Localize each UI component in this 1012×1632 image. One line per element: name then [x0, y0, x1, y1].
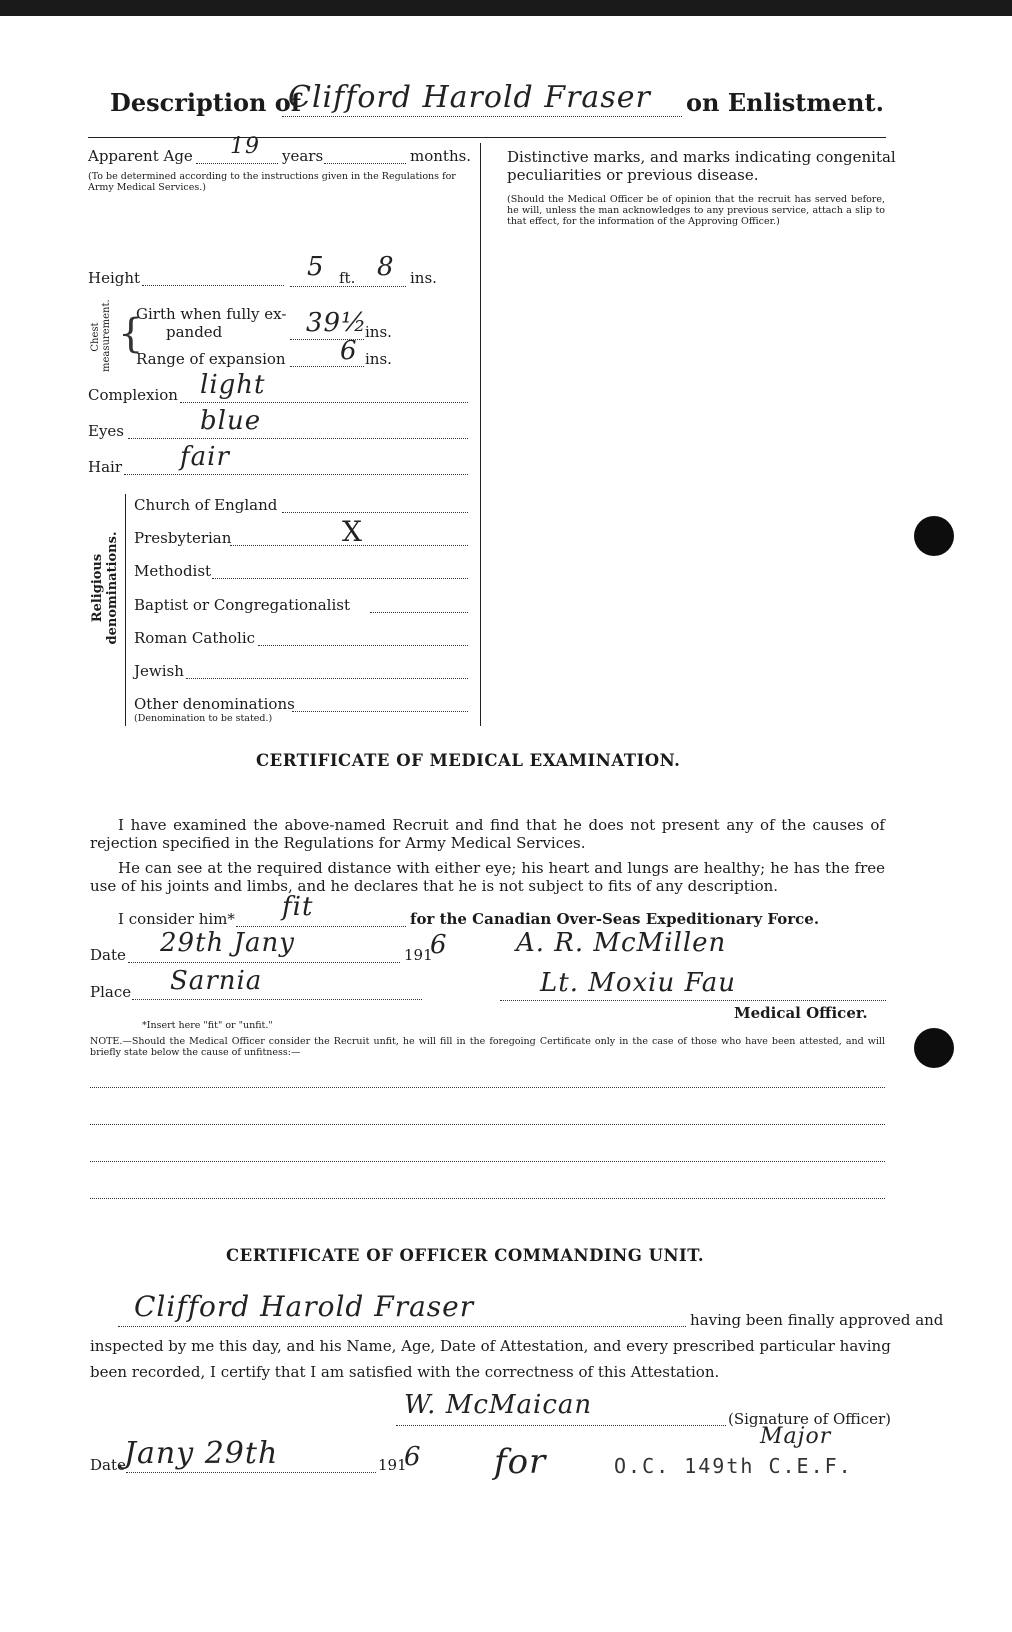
name-line — [282, 116, 682, 117]
religion-line-6 — [292, 711, 468, 712]
religion-label: Religious denominations. — [90, 531, 120, 645]
force-label: for the Canadian Over-Seas Expeditionary Force. — [410, 910, 820, 928]
title-suffix: on Enlistment. — [686, 88, 884, 117]
commanding-date-value: Jany 29th — [124, 1436, 279, 1471]
officer-rank: Major — [760, 1424, 832, 1449]
height-in-value: 8 — [377, 252, 395, 282]
religion-line-5 — [186, 678, 468, 679]
note-line-2 — [90, 1124, 885, 1125]
for-mark: for — [494, 1442, 547, 1482]
presbyterian-mark: X — [342, 515, 363, 548]
age-label: Apparent Age — [88, 147, 193, 165]
range-line — [290, 366, 364, 367]
commanding-year-prefix: 191 — [378, 1456, 407, 1474]
hair-label: Hair — [88, 458, 122, 476]
months-label: months. — [410, 147, 472, 165]
fitness-line — [236, 926, 406, 927]
height-label: Height — [88, 269, 141, 287]
punch-hole-upper — [914, 516, 954, 556]
commanding-signature-line — [396, 1425, 726, 1426]
months-line — [324, 163, 406, 164]
religion-jewish: Jewish — [134, 662, 184, 680]
girth-label-2: panded — [166, 323, 223, 341]
religion-line-3 — [370, 612, 468, 613]
note-line-1 — [90, 1087, 885, 1088]
age-note: (To be determined according to the instructions given in the Regulations for Army Medical Services.) — [88, 171, 456, 193]
commanding-year-digit: 6 — [404, 1442, 422, 1472]
medical-paragraph-1: I have examined the above-named Recruit and find that he does not present any of the causes of rejection specified in the Regulations for Army Medical Services. — [90, 816, 885, 852]
commanding-date-label: Date — [90, 1456, 126, 1474]
height-ft-value: 5 — [307, 252, 325, 282]
religion-other: Other denominations — [134, 695, 295, 713]
commanding-text-3: been recorded, I certify that I am satisfied with the correctness of this Attestation. — [90, 1363, 720, 1381]
hair-line — [124, 474, 468, 475]
commanding-date-line — [126, 1472, 376, 1473]
unit-stamp: O.C. 149th C.E.F. — [614, 1454, 853, 1478]
ft-label: ft. — [339, 269, 356, 287]
medical-date-label: Date — [90, 946, 126, 964]
commanding-certificate-title: CERTIFICATE OF OFFICER COMMANDING UNIT. — [226, 1246, 705, 1265]
commanding-text-1: having been finally approved and — [690, 1311, 944, 1329]
ins-label-height: ins. — [410, 269, 437, 287]
marks-title-line-1: Distinctive marks, and marks indicating congenital — [507, 148, 896, 166]
age-line — [196, 163, 278, 164]
religion-line-0 — [282, 512, 468, 513]
medical-paragraph-2: He can see at the required distance with either eye; his heart and lungs are healthy; he has the free use of his joints and limbs, and he declares that he is not subject to fits of any description. — [90, 859, 885, 895]
place-label: Place — [90, 983, 132, 1001]
complexion-value: light — [200, 370, 266, 400]
marks-title-line-2: peculiarities or previous disease. — [507, 166, 759, 184]
medical-date-value: 29th Jany — [160, 928, 295, 958]
chest-brace: { — [118, 311, 144, 357]
place-value: Sarnia — [170, 966, 263, 996]
religion-bracket — [125, 494, 126, 726]
unfit-note: NOTE.—Should the Medical Officer consider the Recruit unfit, he will fill in the foregoing Certificate only in the case of those who have been attested, and will briefly state below the cause of unfitness:— — [90, 1036, 885, 1058]
recruit-name: Clifford Harold Fraser — [288, 80, 651, 115]
consider-label: I consider him* — [118, 910, 235, 928]
place-line — [132, 999, 422, 1000]
commanding-recruit-name: Clifford Harold Fraser — [134, 1290, 475, 1323]
girth-label-1: Girth when fully ex- — [136, 305, 287, 323]
medical-date-line — [128, 962, 400, 963]
punch-hole-lower — [914, 1028, 954, 1068]
title-prefix: Description of — [110, 88, 302, 117]
header-rule — [88, 137, 886, 138]
years-label: years — [282, 147, 324, 165]
complexion-line — [180, 402, 468, 403]
denomination-note: (Denomination to be stated.) — [134, 713, 273, 724]
religion-church-of-england: Church of England — [134, 496, 278, 514]
medical-year-prefix: 191 — [404, 946, 433, 964]
marks-note: (Should the Medical Officer be of opinion that the recruit has served before, he will, unless the man acknowledges to any previous service, attach a slip to that effect, for the information of the Approving Officer.) — [507, 194, 885, 227]
commanding-text-2: inspected by me this day, and his Name, Age, Date of Attestation, and every prescribed particular having — [90, 1337, 891, 1355]
religion-methodist: Methodist — [134, 562, 212, 580]
column-divider — [480, 143, 481, 726]
commanding-name-line — [118, 1326, 686, 1327]
medical-year-digit: 6 — [430, 930, 448, 960]
religion-roman-catholic: Roman Catholic — [134, 629, 256, 647]
age-value: 19 — [230, 134, 260, 159]
medical-certificate-title: CERTIFICATE OF MEDICAL EXAMINATION. — [256, 751, 681, 770]
range-label: Range of expansion — [136, 350, 286, 368]
note-line-3 — [90, 1161, 885, 1162]
girth-value: 39½ — [306, 308, 368, 338]
insert-note: *Insert here "fit" or "unfit." — [142, 1020, 273, 1031]
hair-value: fair — [180, 442, 230, 472]
medical-officer-signature: A. R. McMillen — [516, 928, 727, 958]
eyes-label: Eyes — [88, 422, 124, 440]
complexion-label: Complexion — [88, 386, 178, 404]
eyes-line — [128, 438, 468, 439]
medical-officer-label: Medical Officer. — [734, 1004, 868, 1022]
ins-label-girth: ins. — [365, 323, 392, 341]
height-line — [290, 286, 406, 287]
medical-officer-signature-2: Lt. Moxiu Fau — [540, 968, 737, 998]
note-line-4 — [90, 1198, 885, 1199]
signature-of-officer-label: (Signature of Officer) — [728, 1410, 892, 1428]
height-dots — [142, 285, 284, 286]
religion-line-4 — [258, 645, 468, 646]
fitness-value: fit — [282, 892, 314, 922]
chest-label: Chest measurement. — [90, 299, 112, 372]
eyes-value: blue — [200, 406, 262, 436]
range-value: 6 — [340, 336, 358, 366]
signature-line — [500, 1000, 886, 1001]
commanding-officer-signature: W. McMaican — [404, 1390, 593, 1420]
religion-line-1 — [230, 545, 468, 546]
scan-top-edge — [0, 0, 1012, 16]
ins-label-range: ins. — [365, 350, 392, 368]
religion-baptist: Baptist or Congregationalist — [134, 596, 350, 614]
religion-presbyterian: Presbyterian — [134, 529, 232, 547]
religion-line-2 — [212, 578, 468, 579]
